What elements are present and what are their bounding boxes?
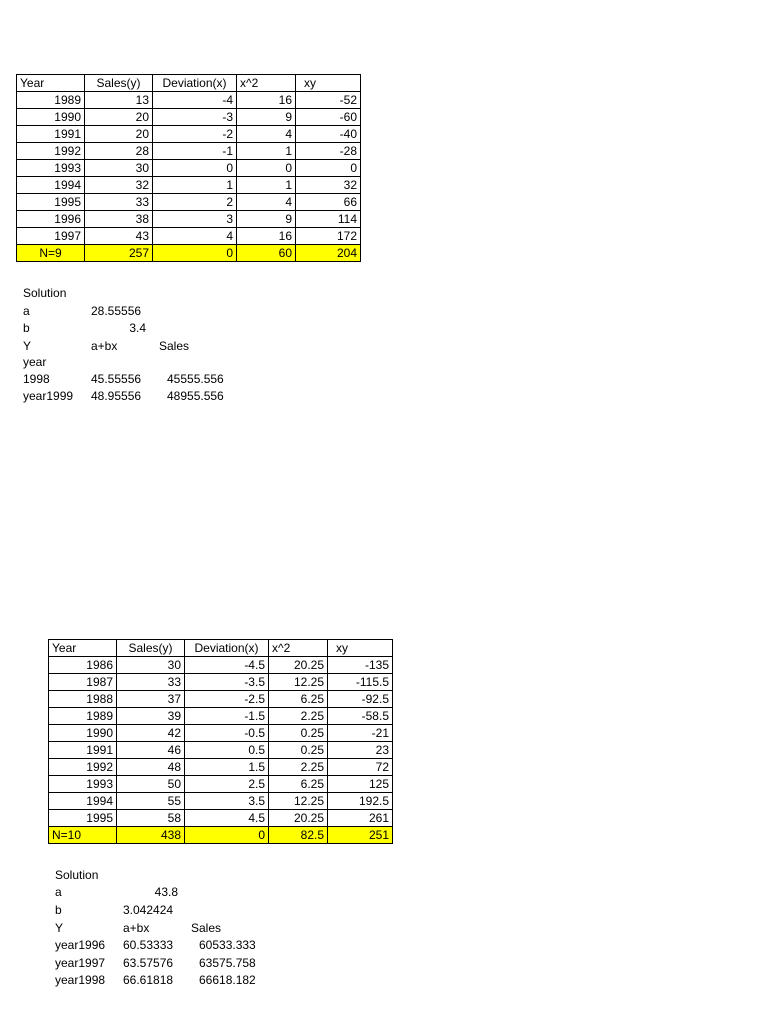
cell-deviation: 1 (153, 177, 237, 194)
cell-xy: -28 (296, 143, 361, 160)
cell-x-squared: 20.25 (269, 810, 328, 827)
forecast-year: year1997 (55, 956, 106, 970)
cell-deviation: 0 (153, 160, 237, 177)
cell-sales: 46 (117, 742, 185, 759)
header-sales: Sales(y) (85, 75, 153, 92)
cell-year: 1997 (17, 228, 85, 245)
header-sales: Sales(y) (117, 640, 185, 657)
table-row (17, 211, 361, 228)
cell-deviation: -3 (153, 109, 237, 126)
cell-xy: 0 (296, 160, 361, 177)
cell-xy: -135 (328, 657, 393, 674)
cell-xy: -40 (296, 126, 361, 143)
sales-label: Sales (191, 921, 222, 935)
forecast-sales: 66618.182 (199, 973, 256, 987)
cell-x-squared: 0 (237, 160, 296, 177)
a-value: 43.8 (154, 885, 178, 899)
cell-sum-x-squared: 82.5 (269, 827, 328, 844)
cell-year: 1991 (17, 126, 85, 143)
cell-sales: 43 (85, 228, 153, 245)
cell-sales: 39 (117, 708, 185, 725)
cell-x-squared: 16 (237, 228, 296, 245)
cell-xy: -60 (296, 109, 361, 126)
formula-label: a+bx (91, 339, 118, 353)
cell-deviation: -0.5 (185, 725, 269, 742)
forecast-sales: 60533.333 (199, 938, 256, 952)
table-row (49, 691, 393, 708)
cell-x-squared: 1 (237, 177, 296, 194)
table-row (49, 742, 393, 759)
cell-xy: 172 (296, 228, 361, 245)
cell-count: N=9 (17, 245, 85, 262)
cell-sales: 58 (117, 810, 185, 827)
cell-x-squared: 12.25 (269, 793, 328, 810)
table-row (49, 759, 393, 776)
cell-sales: 42 (117, 725, 185, 742)
cell-sales: 30 (117, 657, 185, 674)
cell-sales: 20 (85, 109, 153, 126)
cell-count: N=10 (49, 827, 117, 844)
header-year: Year (49, 640, 117, 657)
solution-title: Solution (55, 868, 99, 882)
cell-deviation: 1.5 (185, 759, 269, 776)
cell-x-squared: 12.25 (269, 674, 328, 691)
cell-deviation: 2 (153, 194, 237, 211)
forecast-year: 1998 (23, 372, 50, 386)
table-row (49, 810, 393, 827)
cell-sales: 13 (85, 92, 153, 109)
cell-deviation: -3.5 (185, 674, 269, 691)
cell-x-squared: 4 (237, 194, 296, 211)
table-header-row (49, 640, 393, 657)
cell-xy: 32 (296, 177, 361, 194)
b-label: b (55, 903, 62, 917)
table-row (17, 143, 361, 160)
cell-deviation: -4 (153, 92, 237, 109)
cell-x-squared: 0.25 (269, 742, 328, 759)
b-value: 3.042424 (123, 903, 174, 917)
forecast-value: 66.61818 (123, 973, 174, 987)
cell-sum-xy: 251 (328, 827, 393, 844)
forecast-sales: 45555.556 (167, 372, 224, 386)
cell-deviation: 4 (153, 228, 237, 245)
cell-sales: 20 (85, 126, 153, 143)
cell-sum-x-squared: 60 (237, 245, 296, 262)
cell-sales: 33 (85, 194, 153, 211)
cell-sum-sales: 257 (85, 245, 153, 262)
cell-xy: 192.5 (328, 793, 393, 810)
cell-year: 1996 (17, 211, 85, 228)
forecast-value: 48.95556 (91, 389, 142, 403)
cell-sales: 33 (117, 674, 185, 691)
y-label: Y (55, 921, 64, 935)
forecast-year: year1999 (23, 389, 74, 403)
cell-x-squared: 16 (237, 92, 296, 109)
solution-title: Solution (23, 286, 67, 300)
cell-x-squared: 20.25 (269, 657, 328, 674)
year-label: year (23, 355, 47, 369)
cell-x-squared: 2.25 (269, 759, 328, 776)
table-row (17, 126, 361, 143)
cell-year: 1990 (49, 725, 117, 742)
cell-x-squared: 1 (237, 143, 296, 160)
cell-sales: 55 (117, 793, 185, 810)
table-row (49, 725, 393, 742)
table-total-row (49, 827, 393, 844)
cell-deviation: 4.5 (185, 810, 269, 827)
cell-xy: 261 (328, 810, 393, 827)
cell-sales: 48 (117, 759, 185, 776)
table-row (17, 228, 361, 245)
cell-x-squared: 2.25 (269, 708, 328, 725)
cell-deviation: 2.5 (185, 776, 269, 793)
cell-deviation: -2.5 (185, 691, 269, 708)
cell-year: 1986 (49, 657, 117, 674)
cell-year: 1993 (17, 160, 85, 177)
cell-deviation: -1 (153, 143, 237, 160)
cell-sum-deviation: 0 (185, 827, 269, 844)
table-row (49, 657, 393, 674)
a-label: a (55, 885, 62, 899)
cell-x-squared: 4 (237, 126, 296, 143)
cell-deviation: 3 (153, 211, 237, 228)
sales-label: Sales (159, 339, 190, 353)
table-row (17, 177, 361, 194)
cell-year: 1988 (49, 691, 117, 708)
cell-sales: 37 (117, 691, 185, 708)
cell-x-squared: 6.25 (269, 776, 328, 793)
cell-sum-deviation: 0 (153, 245, 237, 262)
table-header-row (17, 75, 361, 92)
cell-deviation: 3.5 (185, 793, 269, 810)
cell-sales: 50 (117, 776, 185, 793)
cell-year: 1992 (17, 143, 85, 160)
forecast-value: 60.53333 (123, 938, 174, 952)
cell-deviation: 0.5 (185, 742, 269, 759)
cell-x-squared: 0.25 (269, 725, 328, 742)
header-deviation: Deviation(x) (153, 75, 237, 92)
cell-year: 1994 (17, 177, 85, 194)
cell-x-squared: 6.25 (269, 691, 328, 708)
cell-sum-sales: 438 (117, 827, 185, 844)
cell-xy: -21 (328, 725, 393, 742)
cell-year: 1990 (17, 109, 85, 126)
cell-xy: -115.5 (328, 674, 393, 691)
b-label: b (23, 321, 30, 335)
cell-xy: 114 (296, 211, 361, 228)
forecast-year: year1998 (55, 973, 106, 987)
cell-deviation: -4.5 (185, 657, 269, 674)
table-row (49, 708, 393, 725)
table-row (17, 194, 361, 211)
table-row (17, 109, 361, 126)
forecast-value: 45.55556 (91, 372, 142, 386)
table-total-row (17, 245, 361, 262)
cell-year: 1989 (17, 92, 85, 109)
cell-xy: 66 (296, 194, 361, 211)
cell-xy: -52 (296, 92, 361, 109)
header-x-squared: x^2 (237, 75, 296, 92)
b-value: 3.4 (129, 321, 146, 335)
table-row (49, 793, 393, 810)
cell-sum-xy: 204 (296, 245, 361, 262)
a-value: 28.55556 (91, 304, 142, 318)
cell-x-squared: 9 (237, 211, 296, 228)
cell-year: 1994 (49, 793, 117, 810)
cell-deviation: -1.5 (185, 708, 269, 725)
formula-label: a+bx (123, 921, 150, 935)
cell-year: 1989 (49, 708, 117, 725)
forecast-sales: 63575.758 (199, 956, 256, 970)
cell-sales: 28 (85, 143, 153, 160)
table-row (49, 776, 393, 793)
table-row (17, 160, 361, 177)
cell-year: 1991 (49, 742, 117, 759)
regression-table-2 (48, 639, 393, 844)
cell-year: 1995 (49, 810, 117, 827)
header-deviation: Deviation(x) (185, 640, 269, 657)
header-xy: xy (296, 75, 361, 92)
cell-x-squared: 9 (237, 109, 296, 126)
cell-sales: 30 (85, 160, 153, 177)
forecast-year: year1996 (55, 938, 106, 952)
cell-deviation: -2 (153, 126, 237, 143)
table-row (17, 92, 361, 109)
cell-year: 1993 (49, 776, 117, 793)
cell-xy: 23 (328, 742, 393, 759)
table-row (49, 674, 393, 691)
header-year: Year (17, 75, 85, 92)
forecast-sales: 48955.556 (167, 389, 224, 403)
cell-sales: 32 (85, 177, 153, 194)
forecast-value: 63.57576 (123, 956, 174, 970)
regression-table-1 (16, 74, 361, 262)
cell-xy: 125 (328, 776, 393, 793)
cell-sales: 38 (85, 211, 153, 228)
header-x-squared: x^2 (269, 640, 328, 657)
y-label: Y (23, 339, 32, 353)
cell-year: 1995 (17, 194, 85, 211)
a-label: a (23, 304, 30, 318)
cell-year: 1987 (49, 674, 117, 691)
cell-xy: -58.5 (328, 708, 393, 725)
header-xy: xy (328, 640, 393, 657)
cell-xy: 72 (328, 759, 393, 776)
cell-xy: -92.5 (328, 691, 393, 708)
cell-year: 1992 (49, 759, 117, 776)
